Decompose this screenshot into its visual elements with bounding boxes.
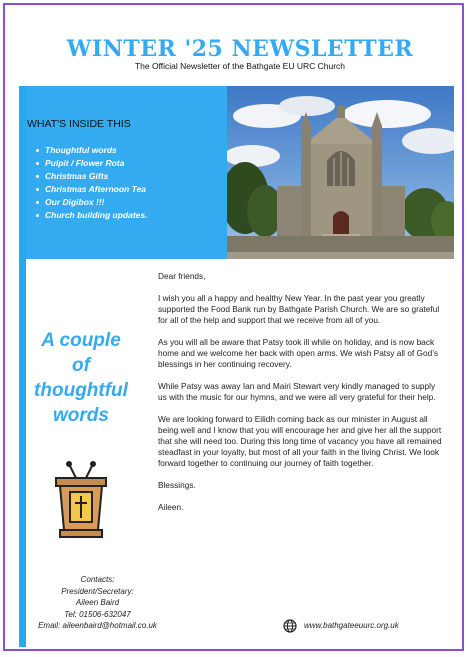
letter-paragraph: Dear friends, [158,271,206,281]
feature-title-line: A couple [41,330,121,351]
contents-list [36,144,147,222]
pulpit-icon [50,458,112,540]
letter-paragraph: We are looking forward to Eilidh coming back as our minister in August all being well and I know that you will encourage her and give her all the support that she will need too. During this long time of vacancy you have all remained steadfast in your loyalty, but most of all your faith in the living Christ. We look forward together to continuing our journey of faith together. [158,414,442,468]
church-photo [227,86,454,259]
contacts-line: Tel: 01506-632047 [64,609,131,619]
letter-paragraph: Blessings. [158,480,196,490]
contents-box [26,86,227,259]
contacts-line: Aileen Baird [75,598,120,607]
letter-paragraph: As you will all be aware that Patsy took ill while on holiday, and is now back home and we welcome her back with open arms. We wish Patsy all of God’s blessings in her continuing recovery. [158,337,439,369]
letter-paragraph: Aileen. [158,502,184,512]
contents-item: Thoughtful words [36,144,147,157]
contact-email[interactable]: Email: aileenbaird@hotmail.co.uk [38,621,157,630]
contacts-line: Contacts: [80,575,115,584]
contents-item: Church building updates. [36,209,147,222]
contents-item: Our Digibox !!! [36,196,147,209]
website-link[interactable]: www.bathgateeuurc.org.uk [304,621,399,630]
feature-title [26,328,136,428]
letter-body [158,271,443,524]
letter-paragraph: I wish you all a happy and healthy New Year. In the past year you greatly supported the Food Bank run by Bathgate Parish Church. We are so grateful for all of the help and support that we receive from all of you. [158,293,440,325]
feature-title-line: of [72,355,90,376]
contacts-line: President/Secretary: [61,586,134,596]
contents-item: Pulpit / Flower Rota [36,157,147,170]
left-accent-bar [19,86,26,647]
feature-title-line: words [53,405,109,426]
contents-item: Christmas Afternoon Tea [36,183,147,196]
contents-item: Christmas Gifts [36,170,147,183]
contacts-block [20,574,175,632]
letter-paragraph: While Patsy was away Ian and Mairi Stewart very kindly managed to supply us with the music for our hymns, and we were all very grateful for their help. [158,381,436,402]
globe-icon [283,619,297,633]
newsletter-subtitle: The Official Newsletter of the Bathgate EU URC Church [134,61,346,71]
newsletter-title: WINTER '25 NEWSLETTER [66,36,414,62]
contents-heading: WHAT'S INSIDE THIS [27,118,131,130]
feature-title-line: thoughtful [34,380,128,401]
